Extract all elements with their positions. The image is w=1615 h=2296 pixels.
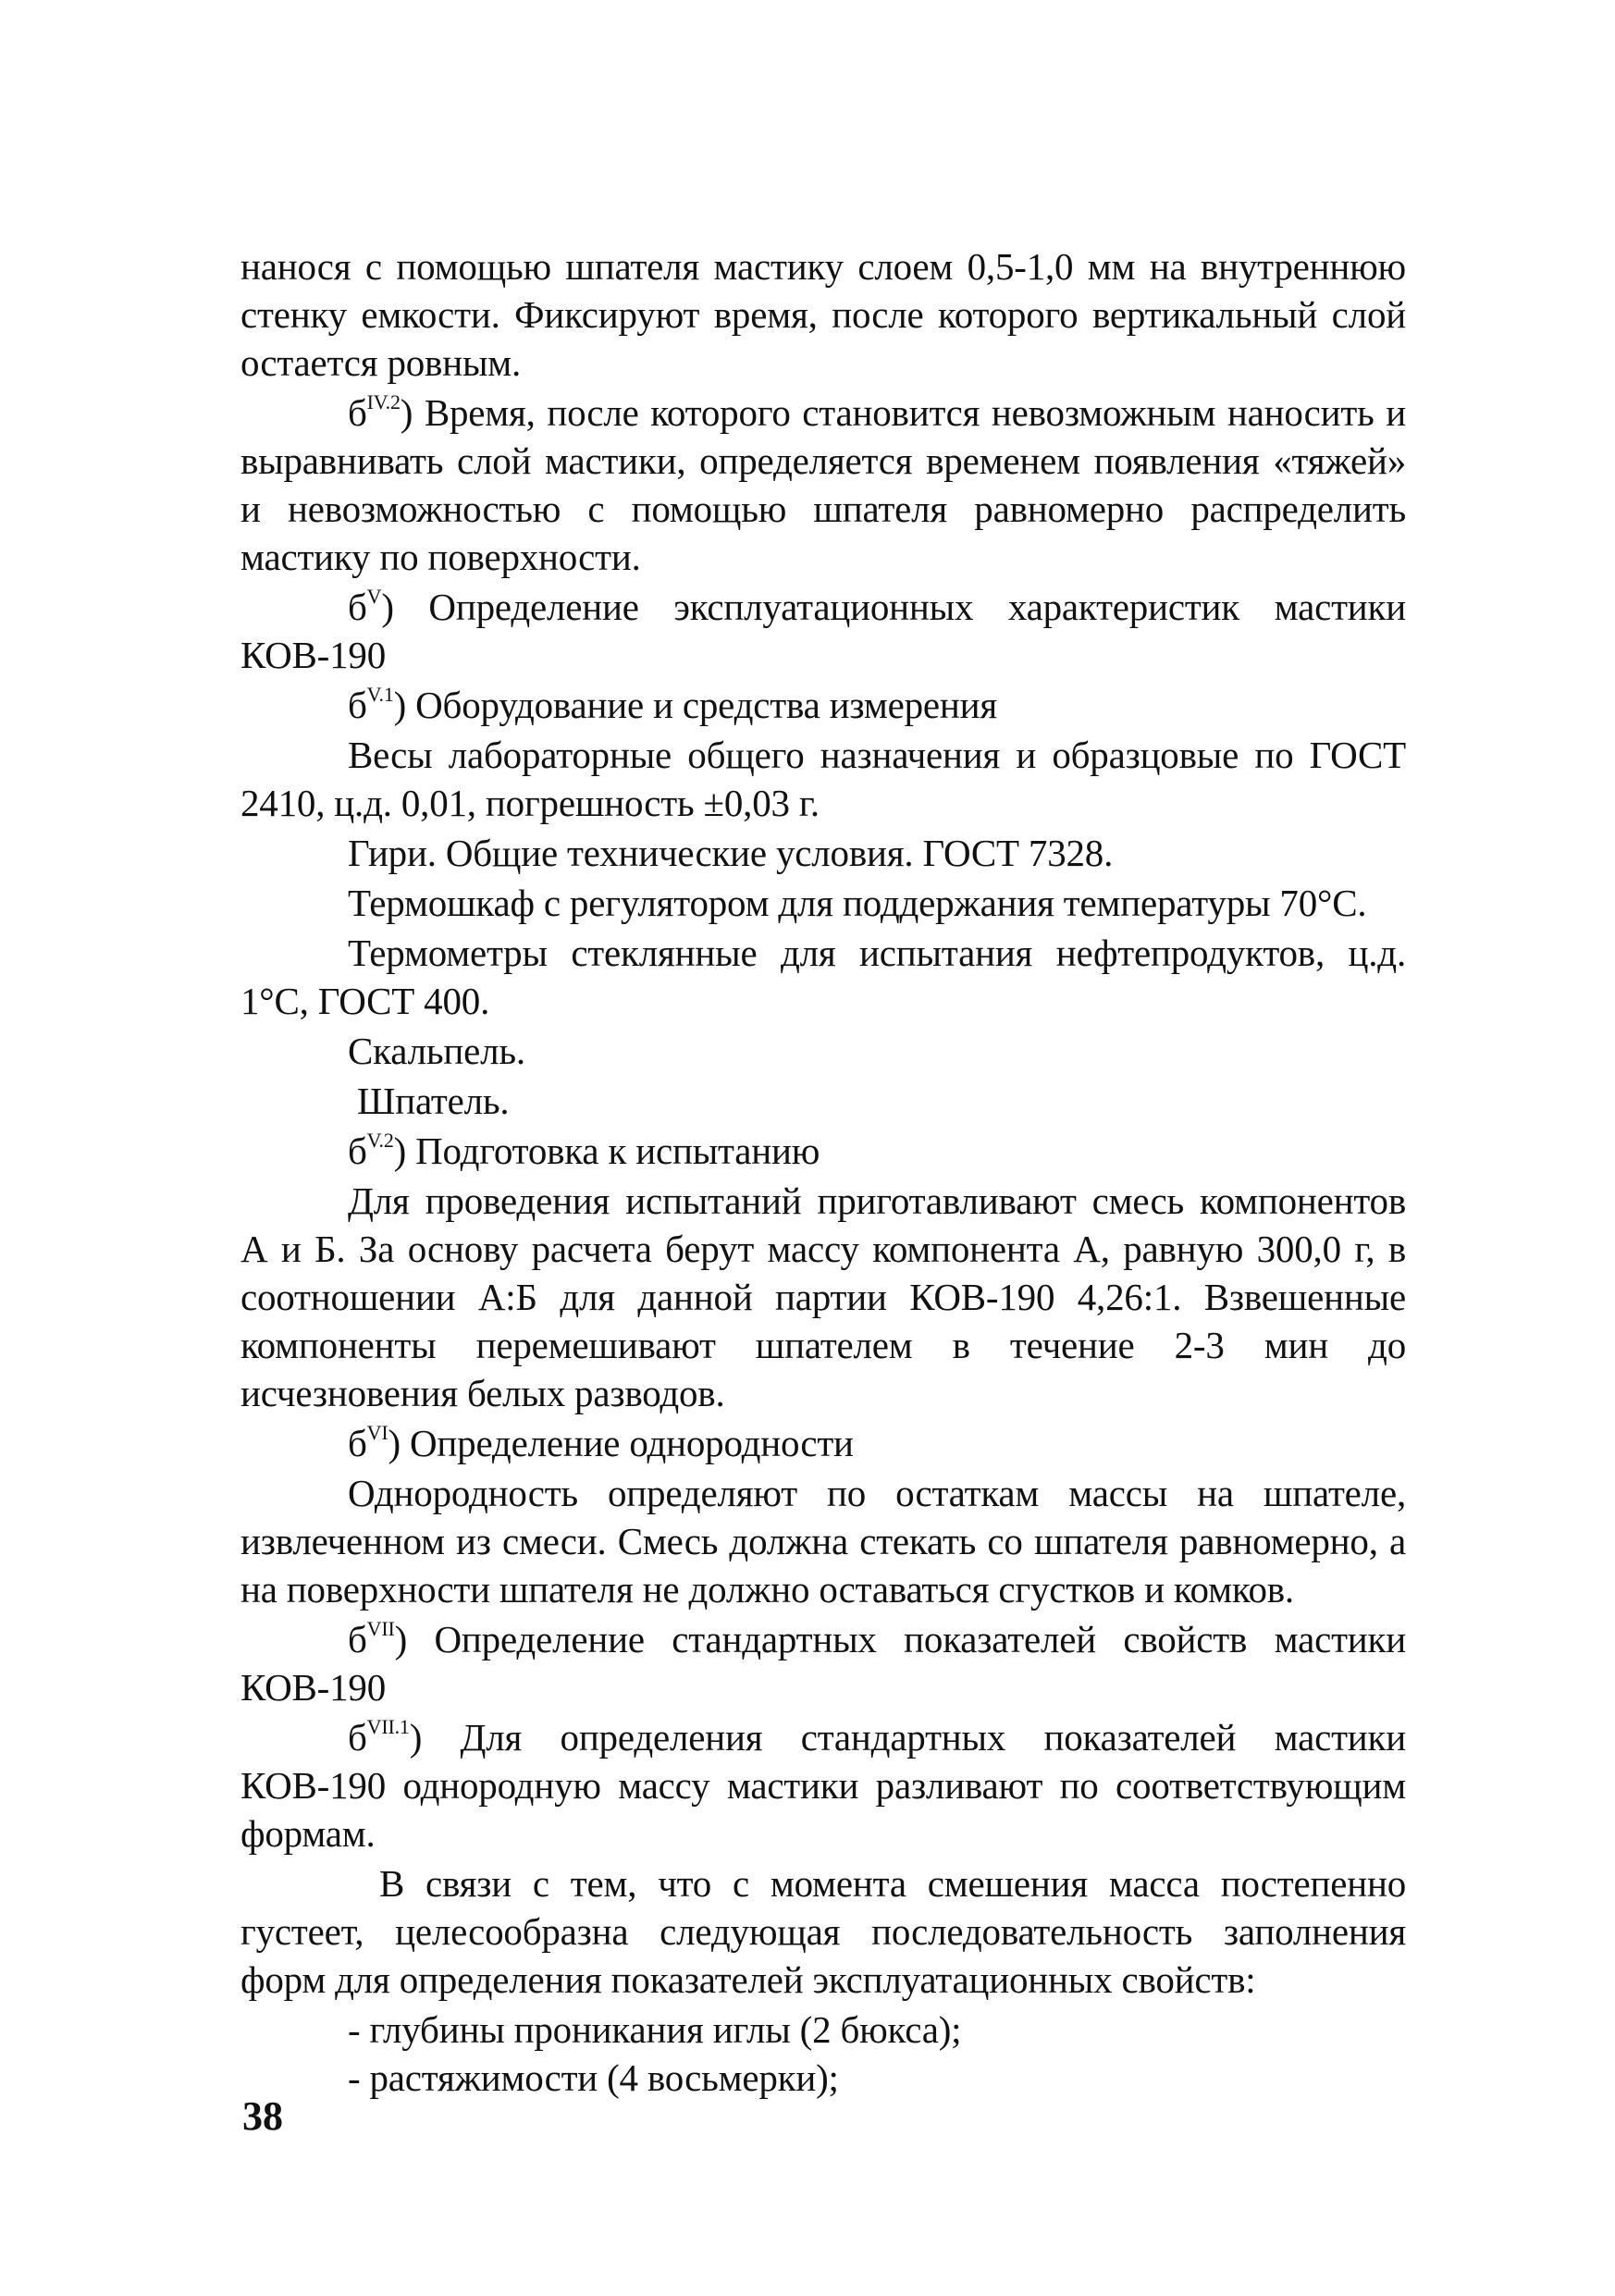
equipment-scalpel: Скальпель.	[348, 1030, 525, 1072]
equipment-scales: Весы лабораторные общего назначения и образцовые по ГОСТ 2410, ц.д. 0,01, погрешность ±0,03 г.	[240, 734, 1406, 824]
section-heading-v2: $б^{V.2}$) Подготовка к испытанию	[348, 1129, 820, 1172]
section-heading-vii1: $б^{VII.1}$) Для определения стандартных показателей мастики КОВ-190 однородную массу мастики разливают по соответствующим формам.	[240, 1715, 1406, 1855]
paragraph-homogeneity: Однородность определяют по остаткам массы на шпателе, извлеченном из смеси. Смесь должна стекать со шпателя равномерно, а на поверхности шпателя не должно оставаться сгустков и комков.	[240, 1472, 1406, 1611]
list-item: - глубины проникания иглы (2 бюкса);	[348, 2008, 962, 2051]
equipment-thermocabinet: Термошкаф с регулятором для поддержания температуры 70°С.	[348, 882, 1367, 924]
section-heading-vii: $б^{VII}$) Определение стандартных показателей свойств мастики КОВ-190	[240, 1617, 1406, 1709]
equipment-spatula: Шпатель.	[348, 1080, 510, 1122]
list-item: - растяжимости (4 восьмерки);	[348, 2056, 839, 2099]
paragraph-1: нанося с помощью шпателя мастику слоем 0,5-1,0 мм на внутреннюю стенку емкости. Фиксируют время, после которого вертикальный слой остается ровным.	[240, 245, 1406, 384]
equipment-thermometers: Термометры стеклянные для испытания нефтепродуктов, ц.д. 1°С, ГОСТ 400.	[240, 932, 1406, 1022]
equipment-weights: Гири. Общие технические условия. ГОСТ 7328.	[348, 832, 1114, 874]
section-heading-vi: $б^{VI}$) Определение однородности	[348, 1421, 854, 1464]
paragraph-preparation: Для проведения испытаний приготавливают смесь компонентов А и Б. За основу расчета берут массу компонента А, равную 300,0 г, в соотношении А:Б для данной партии КОВ-190 4,26:1. Взвешенные компоненты перемешивают шпателем в течение 2-3 мин до исчезновения белых разводов.	[240, 1179, 1406, 1414]
page-number: 38	[242, 2093, 283, 2139]
section-heading-v1: $б^{V.1}$) Оборудование и средства измерения	[348, 683, 998, 726]
paragraph-2: $б^{IV.2}$) Время, после которого становится невозможным наносить и выравнивать слой мастики, определяется временем появления «тяжей» и невозможностью с помощью шпателя равномерно распределить мастику по поверхности.	[240, 390, 1407, 578]
paragraph-sequence: В связи с тем, что с момента смешения масса постепенно густеет, целесообразна следующая последовательность заполнения форм для определения показателей эксплуатационных свойств:	[240, 1862, 1406, 2001]
section-heading-v: $б^V$) Определение эксплуатационных характеристик мастики КОВ-190	[240, 585, 1406, 676]
page-body	[240, 242, 1406, 2102]
